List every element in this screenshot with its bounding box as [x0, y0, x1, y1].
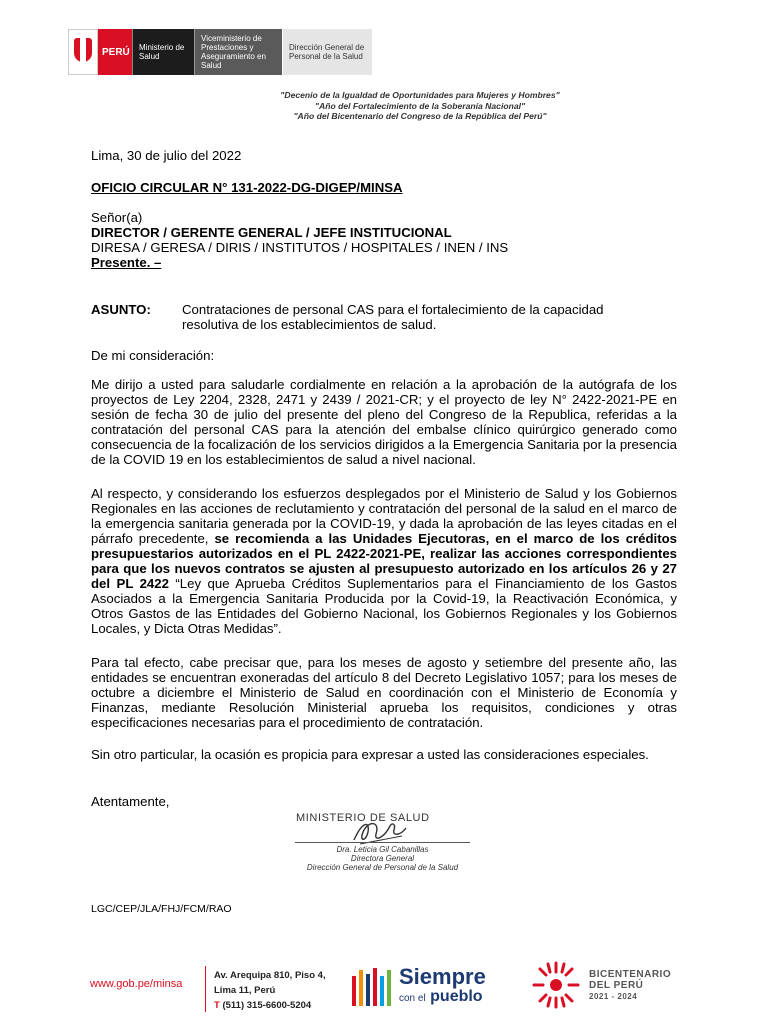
paragraph-2-law-title: “Ley que Aprueba Créditos Suplementarios para el Financiamiento de los Gastos Asociados a la Emergencia Sanitaria Producida por la Covid-19, la Reactivación Económica, y Otros Gastos de las Entidades del Gobierno Nacional, los Gobiernos Regionales y los Gobiernos Locales, y Dicta Otras Medidas”. [91, 576, 677, 636]
year-mottos [240, 90, 600, 122]
motto-year: "Año del Fortalecimiento de la Soberanía Nacional" [314, 100, 526, 111]
footer-phone [214, 998, 326, 1013]
motto-bicentenary: "Año del Bicentenario del Congreso de la República del Perú" [293, 111, 547, 121]
signature-line [295, 842, 470, 843]
footer-address [214, 968, 326, 1013]
brand-line-2: con el pueblo [399, 988, 483, 1005]
asunto-label: ASUNTO: [91, 302, 151, 317]
viceministry-label: Viceministerio de Prestaciones y Aseguramiento en Salud [194, 29, 282, 75]
motto-decade: "Decenio de la Igualdad de Oportunidades para Mujeres y Hombres" [280, 90, 560, 100]
paragraph-2-intro: Al respecto, y considerando los esfuerzos desplegados por el Ministerio de Salud y los Gobiernos Regionales en las acciones de reclutamiento y contratación del personal de la salud en el marco de la emergencia sanitaria generada por la COVID-19, y dada la aprobación de las leyes citadas en el párrafo precedente, [91, 486, 677, 546]
siempre-con-el-pueblo-logo [352, 966, 486, 1008]
paragraph-3: Para tal efecto, cabe precisar que, para los meses de agosto y setiembre del presente año, las entidades se encuentran exoneradas del artículo 8 del Decreto Legislativo 1057; para los meses de octubre a diciembre el Ministerio de Salud en coordinación con el Ministerio de Economía y Finanzas, mediante Resolución Ministerial aprueba los requisitos, condiciones y otras especificaciones necesarias para el procedimiento de contratación. [91, 655, 677, 730]
stamp-header: MINISTERIO DE SALUD [296, 812, 430, 824]
brand-line-1: Siempre [399, 964, 486, 989]
bicentenario-logo [531, 960, 671, 1010]
presente: Presente. – [91, 255, 162, 270]
reference-initials: LGC/CEP/JLA/FHJ/FCM/RAO [91, 903, 232, 915]
closing: Atentamente, [91, 794, 170, 809]
footer-website-link[interactable]: www.gob.pe/minsa [90, 978, 183, 990]
recipient-orgs: DIRESA / GERESA / DIRIS / INSTITUTOS / HOSPITALES / INEN / INS [91, 240, 509, 255]
paragraph-4: Sin otro particular, la ocasión es propicia para expresar a usted las consideraciones especiales. [91, 747, 649, 762]
recipient-title: DIRECTOR / GERENTE GENERAL / JEFE INSTITUCIONAL [91, 225, 452, 240]
directorate-label: Dirección General de Personal de la Salud [282, 29, 372, 75]
salutation: Señor(a) [91, 210, 143, 225]
peru-label: PERÚ [98, 29, 132, 75]
letter-date: Lima, 30 de julio del 2022 [91, 148, 242, 163]
letterhead [68, 29, 372, 75]
paragraph-2 [91, 486, 677, 636]
ministry-label: Ministerio de Salud [132, 29, 194, 75]
signatory-name: Dra. Leticia Gil Cabanillas [336, 845, 429, 854]
peru-coat-of-arms-icon [68, 29, 98, 75]
paragraph-2-recommendation: se recomienda a las Unidades Ejecutoras, en el marco de los créditos presupuestarios autorizados en el PL 2422-2021-PE, realizar las acciones correspondientes para que los nuevos contratos se ajusten al presupuesto autorizado en los artículos 26 y 27 del PL 2422 [91, 531, 677, 591]
colored-bars-icon [352, 968, 391, 1006]
signatory-role: Directora General [350, 854, 415, 863]
paragraph-1: Me dirijo a usted para saludarle cordialmente en relación a la aprobación de la autógrafa de los proyectos de Ley 2204, 2328, 2471 y 2439 / 2021-CR; y el proyecto de ley N° 2422-2021-PE en sesión de fecha 30 de julio del presente del pleno del Congreso de la Republica, referidas a la contratación del personal CAS para la atención del embalse clínico quirúrgico generado como consecuencia de la focalización de los servicios dirigidos a la Emergencia Sanitaria por la presencia de la COVID 19 en los establecimientos de salud a nivel nacional. [91, 377, 677, 467]
asunto-text: Contrataciones de personal CAS para el fortalecimiento de la capacidad resolutiva de los establecimientos de salud. [182, 302, 604, 332]
signatory-block [295, 845, 470, 872]
greeting: De mi consideración: [91, 348, 215, 363]
bicentenario-emblem-icon [531, 960, 581, 1010]
footer-address-line1: Av. Arequipa 810, Piso 4, [214, 970, 326, 981]
footer-phone-prefix: T [214, 1000, 220, 1011]
footer-address-line2: Lima 11, Perú [214, 985, 276, 996]
bicentenario-text: BICENTENARIO DEL PERÚ 2021 - 2024 [589, 968, 672, 1001]
footer-phone-number: (511) 315-6600-5204 [222, 1000, 312, 1011]
letter-reference: OFICIO CIRCULAR N° 131-2022-DG-DIGEP/MINSA [91, 180, 403, 195]
footer-divider [205, 966, 206, 1012]
signatory-office: Dirección General de Personal de la Salud [306, 863, 459, 872]
